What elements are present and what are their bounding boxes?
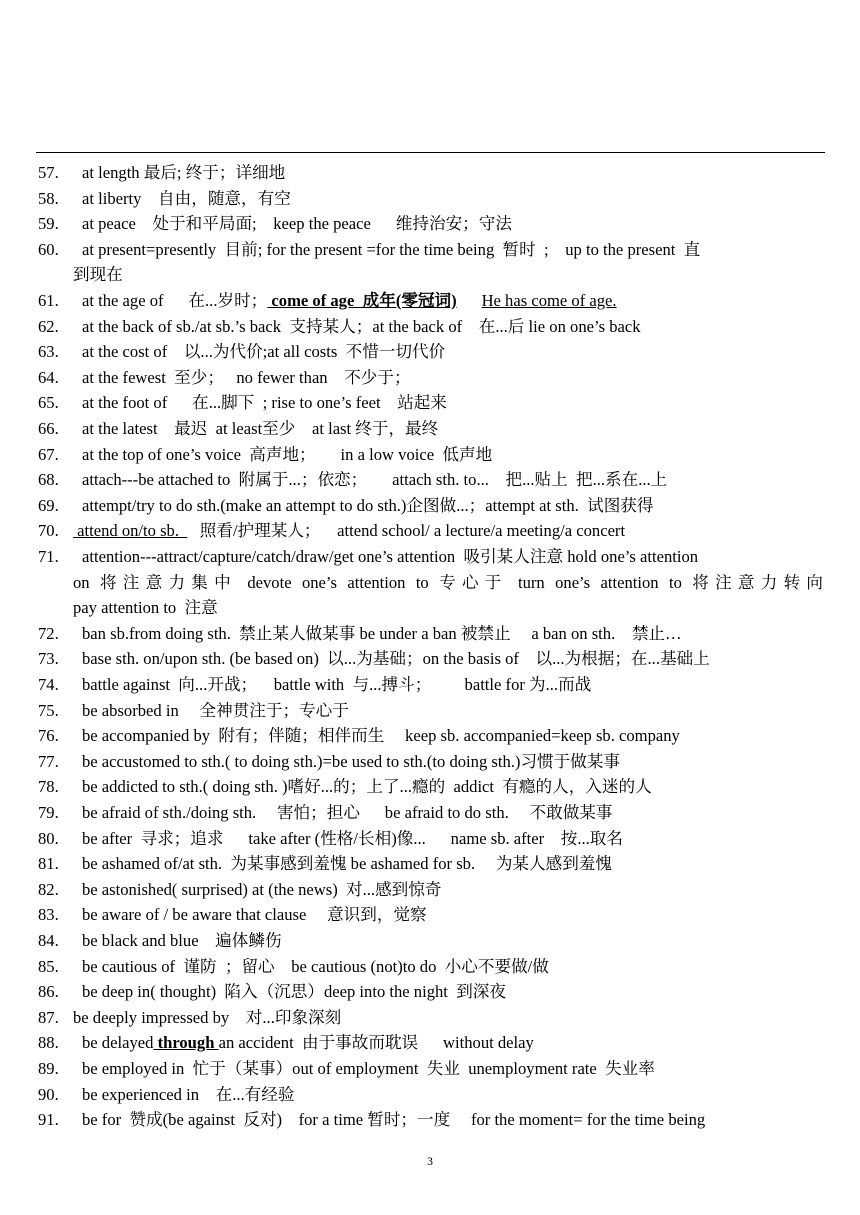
item-text: be astonished( surprised) at (the news) 对...感到惊奇 — [82, 879, 442, 899]
item-number: 64. — [38, 367, 59, 387]
item-number: 75. — [38, 700, 59, 720]
page-number: 3 — [427, 1154, 433, 1168]
item-text: ban sb.from doing sth. 禁止某人做某事 be under a ban 被禁止 a ban on sth. 禁止… — [82, 623, 682, 643]
item-number: 73. — [38, 649, 59, 669]
item-text — [73, 518, 625, 544]
item-text: be afraid of sth./doing sth. 害怕；担心 be afraid to do sth. 不敢做某事 — [82, 803, 613, 822]
item-number: 82. — [38, 879, 59, 899]
item-number: 61. — [38, 291, 59, 310]
item-text: be accustomed to sth.( to doing sth.)=be used to sth.(to doing sth.)习惯于做某事 — [82, 751, 621, 771]
item-text: at peace 处于和平局面; keep the peace 维持治安；守法 — [82, 214, 512, 234]
item-text: be employed in 忙于（某事）out of employment 失业 unemployment rate 失业率 — [82, 1059, 655, 1078]
item-text: be after 寻求；追求 take after (性格/长相)像... name sb. after 按...取名 — [82, 828, 623, 848]
item-text-part: at the age of 在...岁时； — [82, 291, 268, 310]
item-text-line1: at present=presently 目前; for the present =for the time being 暂时 ; up to the present 直 — [82, 239, 701, 259]
item-number: 58. — [38, 188, 59, 208]
item-number: 80. — [38, 828, 59, 848]
item-number: 85. — [38, 956, 59, 976]
item-number: 76. — [38, 726, 59, 746]
item-number: 59. — [38, 214, 59, 234]
item-number: 57. — [38, 163, 59, 182]
item-text: at the top of one’s voice 高声地； in a low voice 低声地 — [82, 444, 493, 464]
item-text: at the foot of 在...脚下 ; rise to one’s feet 站起来 — [82, 393, 447, 413]
item-text — [82, 288, 617, 314]
item-number: 78. — [38, 777, 59, 797]
item-text: be addicted to sth.( doing sth. )嗜好...的；上了...瘾的 addict 有瘾的人，入迷的人 — [82, 777, 652, 797]
item-text: at liberty 自由，随意，有空 — [82, 188, 291, 208]
item-number: 83. — [38, 905, 59, 925]
item-number: 65. — [38, 393, 59, 413]
item-text: at length 最后; 终于；详细地 — [82, 163, 286, 182]
item-number: 72. — [38, 623, 59, 643]
item-number: 66. — [38, 419, 59, 438]
item-text: be black and blue 遍体鳞伤 — [82, 931, 282, 950]
item-text-part: be delayed — [82, 1033, 154, 1053]
header-rule — [36, 152, 825, 153]
item-number: 87. — [38, 1007, 59, 1027]
item-number: 86. — [38, 982, 59, 1002]
item-text: at the back of sb./at sb.’s back 支持某人；at the back of 在...后 lie on one’s back — [82, 316, 641, 336]
item-text-part — [457, 291, 482, 310]
item-text: be deeply impressed by 对...印象深刻 — [73, 1007, 342, 1027]
item-number: 90. — [38, 1084, 59, 1104]
item-text: be accompanied by 附有；伴随；相伴而生 keep sb. accompanied=keep sb. company — [82, 726, 680, 746]
item-text: attach---be attached to 附属于...；依恋； attach sth. to... 把...贴上 把...系在...上 — [82, 470, 668, 490]
item-text-line3: pay attention to 注意 — [73, 598, 218, 618]
item-number: 74. — [38, 675, 59, 694]
item-text: attempt/try to do sth.(make an attempt to do sth.)企图做...；attempt at sth. 试图获得 — [82, 495, 654, 515]
item-number: 68. — [38, 470, 59, 490]
item-text: be cautious of 谨防 ；留心 be cautious (not)to do 小心不要做/做 — [82, 956, 549, 976]
item-number: 69. — [38, 495, 59, 515]
item-number: 60. — [38, 239, 59, 259]
item-text-part: an accident 由于事故而耽误 without delay — [218, 1033, 534, 1053]
item-text: be ashamed of/at sth. 为某事感到羞愧 be ashamed for sb. 为某人感到羞愧 — [82, 854, 612, 874]
item-number: 63. — [38, 342, 59, 362]
item-text: at the latest 最迟 at least至少 at last 终于，最终 — [82, 419, 439, 438]
item-number: 88. — [38, 1033, 59, 1053]
item-text-line2: on 将注意力集中 devote one’s attention to 专心于 turn one’s attention to 将注意力转向 — [73, 572, 823, 592]
item-text — [82, 1030, 534, 1056]
item-number: 67. — [38, 444, 59, 464]
example-sentence: He has come of age. — [481, 291, 617, 310]
item-text: battle against 向...开战； battle with 与...搏斗； battle for 为...而战 — [82, 675, 592, 694]
item-number: 84. — [38, 931, 59, 950]
item-text: be deep in( thought) 陷入（沉思）deep into the night 到深夜 — [82, 982, 506, 1002]
item-number: 81. — [38, 854, 59, 874]
item-number: 91. — [38, 1110, 59, 1130]
item-text: be absorbed in 全神贯注于；专心于 — [82, 700, 349, 720]
item-number: 70. — [38, 521, 59, 541]
emphasized-phrase: come of age 成年(零冠词) — [267, 291, 457, 310]
item-text-line1: attention---attract/capture/catch/draw/get one’s attention 吸引某人注意 hold one’s attention — [82, 547, 699, 566]
item-number: 62. — [38, 316, 59, 336]
emphasized-word: through — [153, 1033, 219, 1053]
item-text-part: 照看/护理某人； attend school/ a lecture/a meeting/a concert — [187, 521, 626, 541]
item-number: 79. — [38, 803, 59, 822]
item-text: be for 赞成(be against 反对) for a time 暂时；一度 for the moment= for the time being — [82, 1110, 706, 1130]
item-number: 77. — [38, 751, 59, 771]
item-number: 71. — [38, 547, 59, 566]
item-text: base sth. on/upon sth. (be based on) 以...为基础；on the basis of 以...为根据；在...基础上 — [82, 649, 710, 669]
item-text: at the fewest 至少； no fewer than 不少于； — [82, 367, 411, 387]
item-text-line2: 到现在 — [73, 265, 123, 285]
item-number: 89. — [38, 1059, 59, 1078]
item-text: at the cost of 以...为代价;at all costs 不惜一切代价 — [82, 342, 446, 362]
item-text: be experienced in 在...有经验 — [82, 1084, 295, 1104]
emphasized-phrase: attend on/to sb. — [73, 521, 188, 541]
item-text: be aware of / be aware that clause 意识到，觉察 — [82, 905, 427, 925]
